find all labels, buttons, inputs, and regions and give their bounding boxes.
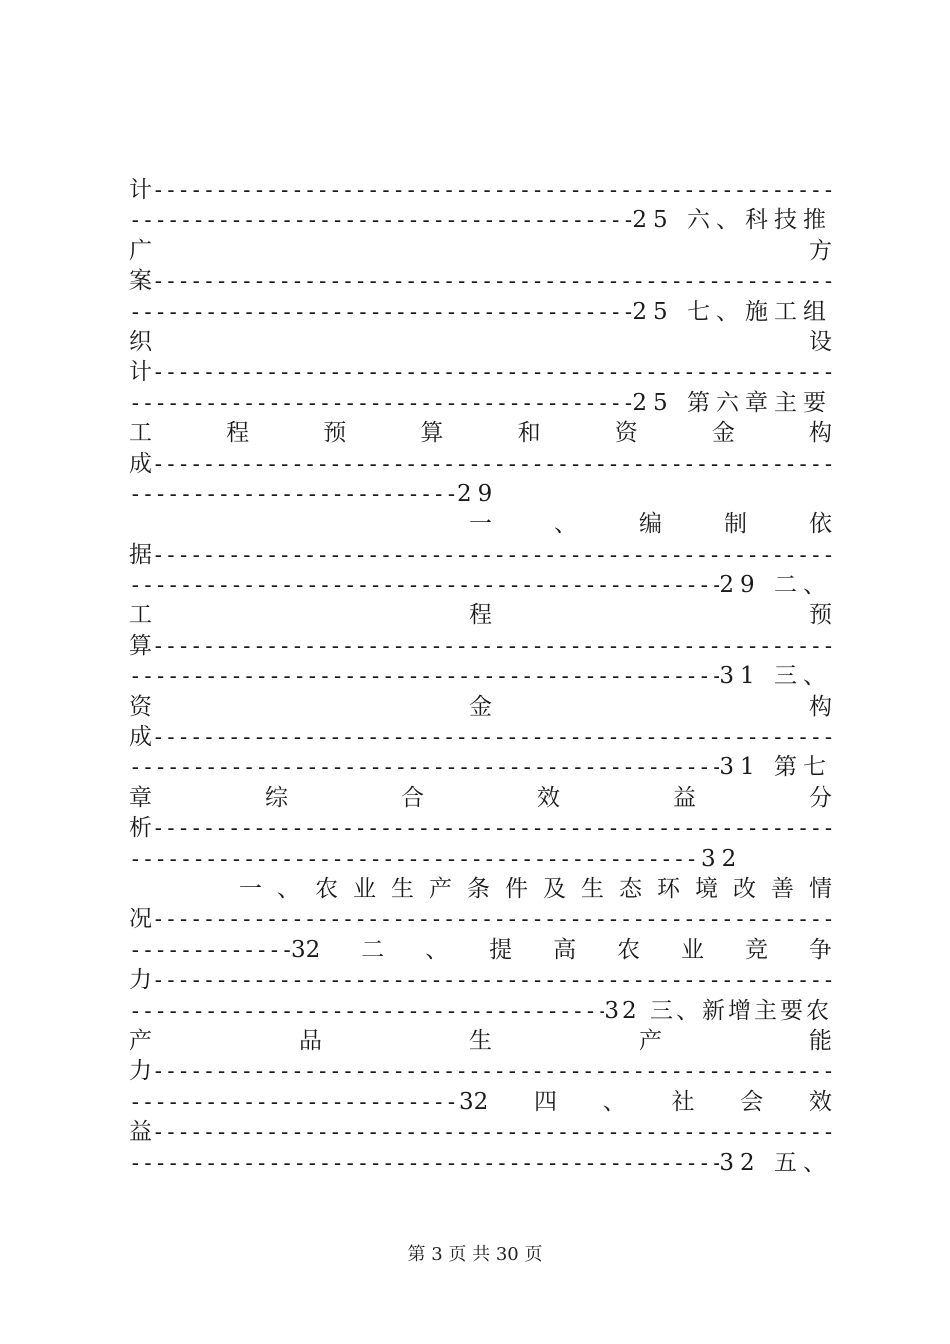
toc-text: 竞 [744, 936, 768, 963]
toc-text: 章 [129, 784, 152, 811]
leader-dashes [152, 449, 832, 479]
toc-text: 成 [129, 724, 152, 751]
toc-line [129, 1087, 832, 1117]
toc-text: 设 [809, 328, 832, 355]
leader-dashes [152, 965, 832, 995]
toc-text: 业 [681, 936, 704, 963]
toc-entry-page: 32 [701, 845, 743, 872]
toc-text: 织 [129, 328, 152, 355]
toc-text: 争 [808, 936, 832, 963]
toc-text: 工 [129, 602, 152, 629]
leader-dashes [129, 996, 604, 1026]
toc-text: 编 [639, 511, 662, 538]
toc-line [129, 874, 832, 904]
toc-entry-page: 25 七、施工组 [632, 298, 832, 325]
leader-dashes [152, 722, 832, 752]
toc-text: 能 [809, 1027, 832, 1054]
toc-line [129, 509, 832, 539]
toc-text: 资 [614, 420, 638, 447]
page-footer: 第 3 页 共 30 页 [407, 1244, 543, 1265]
leader-dashes [129, 844, 701, 874]
toc-line [129, 175, 832, 205]
leader-dashes [152, 266, 832, 296]
toc-text: 效 [537, 784, 560, 811]
toc-text: 综 [265, 784, 288, 811]
leader-dashes [152, 904, 832, 934]
toc-text: 环 [657, 875, 680, 902]
leader-dashes [152, 813, 832, 843]
toc-line [129, 479, 832, 509]
toc-line [129, 388, 832, 418]
toc-line [129, 205, 832, 235]
toc-text: 、 [425, 936, 449, 963]
toc-text: 况 [129, 906, 152, 933]
toc-line [129, 570, 832, 600]
toc-line [129, 904, 832, 934]
toc-line [129, 297, 832, 327]
toc-text: 提 [489, 936, 513, 963]
toc-entry-page: 29 二、 [719, 572, 832, 599]
toc-text: 资 [129, 693, 152, 720]
toc-text: 构 [808, 420, 832, 447]
toc-line [129, 1056, 832, 1086]
toc-line [129, 327, 832, 357]
leader-dashes [152, 631, 832, 661]
leader-dashes [152, 540, 832, 570]
toc-text: 业 [353, 875, 376, 902]
toc-line [129, 1026, 832, 1056]
toc-line [129, 813, 832, 843]
toc-line [129, 357, 832, 387]
leader-dashes [129, 570, 719, 600]
toc-line [129, 996, 832, 1026]
toc-text: 及 [543, 875, 566, 902]
toc-text: 农 [617, 936, 641, 963]
toc-line [129, 1117, 832, 1147]
leader-dashes [129, 297, 632, 327]
toc-text: 产 [129, 1027, 152, 1054]
toc-line [129, 418, 832, 448]
toc-line [129, 965, 832, 995]
toc-text: 生 [581, 875, 604, 902]
toc-entry-spread [459, 1087, 832, 1117]
leader-dashes [129, 1087, 459, 1117]
toc-text: 金 [711, 420, 735, 447]
toc-text: 二 [361, 936, 385, 963]
toc-entry-page: 25 第六章主要 [632, 389, 832, 416]
toc-line [129, 752, 832, 782]
table-of-contents [129, 175, 832, 1178]
toc-text: 和 [517, 420, 541, 447]
toc-line [129, 935, 832, 965]
toc-text: 生 [391, 875, 414, 902]
toc-entry-page: 32 [459, 1088, 489, 1115]
toc-text: 产 [639, 1027, 662, 1054]
leader-dashes [129, 935, 291, 965]
toc-entry-page: 32 三、新增主要农 [604, 997, 832, 1024]
toc-text: 一 [239, 875, 262, 902]
toc-text: 、 [554, 511, 577, 538]
toc-text: 计 [129, 177, 152, 203]
toc-text: 合 [401, 784, 424, 811]
toc-text: 计 [129, 359, 152, 386]
toc-text: 算 [420, 420, 444, 447]
toc-text: 广 [129, 237, 152, 264]
toc-text: 、 [602, 1088, 626, 1115]
leader-dashes [129, 661, 719, 691]
toc-line [129, 722, 832, 752]
toc-text: 算 [129, 632, 152, 659]
toc-text: 会 [740, 1088, 764, 1115]
toc-text: 件 [505, 875, 528, 902]
leader-dashes [129, 479, 457, 509]
leader-dashes [129, 205, 632, 235]
toc-text: 条 [467, 875, 490, 902]
toc-entry-page: 25 六、科技推 [632, 207, 832, 234]
toc-text: 产 [429, 875, 452, 902]
toc-line [129, 266, 832, 296]
toc-text: 析 [129, 815, 152, 842]
toc-text: 案 [129, 268, 152, 295]
toc-text: 预 [323, 420, 347, 447]
toc-text: 态 [619, 875, 642, 902]
toc-text: 金 [469, 693, 492, 720]
toc-entry-page: 31 三、 [719, 663, 832, 690]
toc-text: 社 [671, 1088, 695, 1115]
toc-text: 益 [129, 1119, 152, 1146]
toc-line [129, 540, 832, 570]
toc-line [129, 1148, 832, 1178]
toc-text: 生 [469, 1027, 492, 1054]
leader-dashes [129, 1148, 719, 1178]
leader-dashes [152, 1056, 832, 1086]
toc-text: 农 [315, 875, 338, 902]
toc-entry-page: 32 [291, 936, 321, 963]
toc-line [129, 631, 832, 661]
toc-text: 、 [277, 875, 300, 902]
toc-text: 成 [129, 450, 152, 477]
toc-entry-page: 31 第七 [719, 754, 832, 781]
toc-line [129, 236, 832, 266]
leader-dashes [129, 388, 632, 418]
toc-text: 构 [809, 693, 832, 720]
leader-dashes [129, 752, 719, 782]
toc-line [129, 844, 832, 874]
toc-entry-page: 29 [457, 480, 499, 507]
toc-line [129, 661, 832, 691]
leader-dashes [152, 1117, 832, 1147]
toc-text: 力 [129, 1058, 152, 1085]
toc-text: 品 [299, 1027, 322, 1054]
toc-text: 益 [673, 784, 696, 811]
toc-text: 力 [129, 967, 152, 994]
toc-text: 善 [771, 875, 794, 902]
toc-text: 境 [695, 875, 718, 902]
leader-dashes [152, 175, 832, 205]
toc-text: 程 [469, 602, 492, 629]
toc-text: 工 [129, 420, 152, 447]
toc-text: 预 [809, 602, 832, 629]
toc-entry-spread [291, 935, 832, 965]
toc-line [129, 449, 832, 479]
toc-text: 依 [809, 511, 832, 538]
toc-text: 高 [553, 936, 577, 963]
toc-text: 程 [226, 420, 250, 447]
toc-text: 分 [809, 784, 832, 811]
toc-text: 效 [808, 1088, 832, 1115]
toc-text: 制 [724, 511, 747, 538]
toc-line [129, 783, 832, 813]
leader-dashes [152, 357, 832, 387]
toc-line [129, 600, 832, 630]
toc-entry-page: 32 五、 [719, 1149, 832, 1176]
toc-text: 方 [809, 237, 832, 264]
toc-line [129, 692, 832, 722]
toc-text: 四 [534, 1088, 558, 1115]
toc-text: 据 [129, 541, 152, 568]
toc-text: 情 [809, 875, 832, 902]
toc-text: 一 [469, 511, 492, 538]
toc-text: 改 [733, 875, 756, 902]
